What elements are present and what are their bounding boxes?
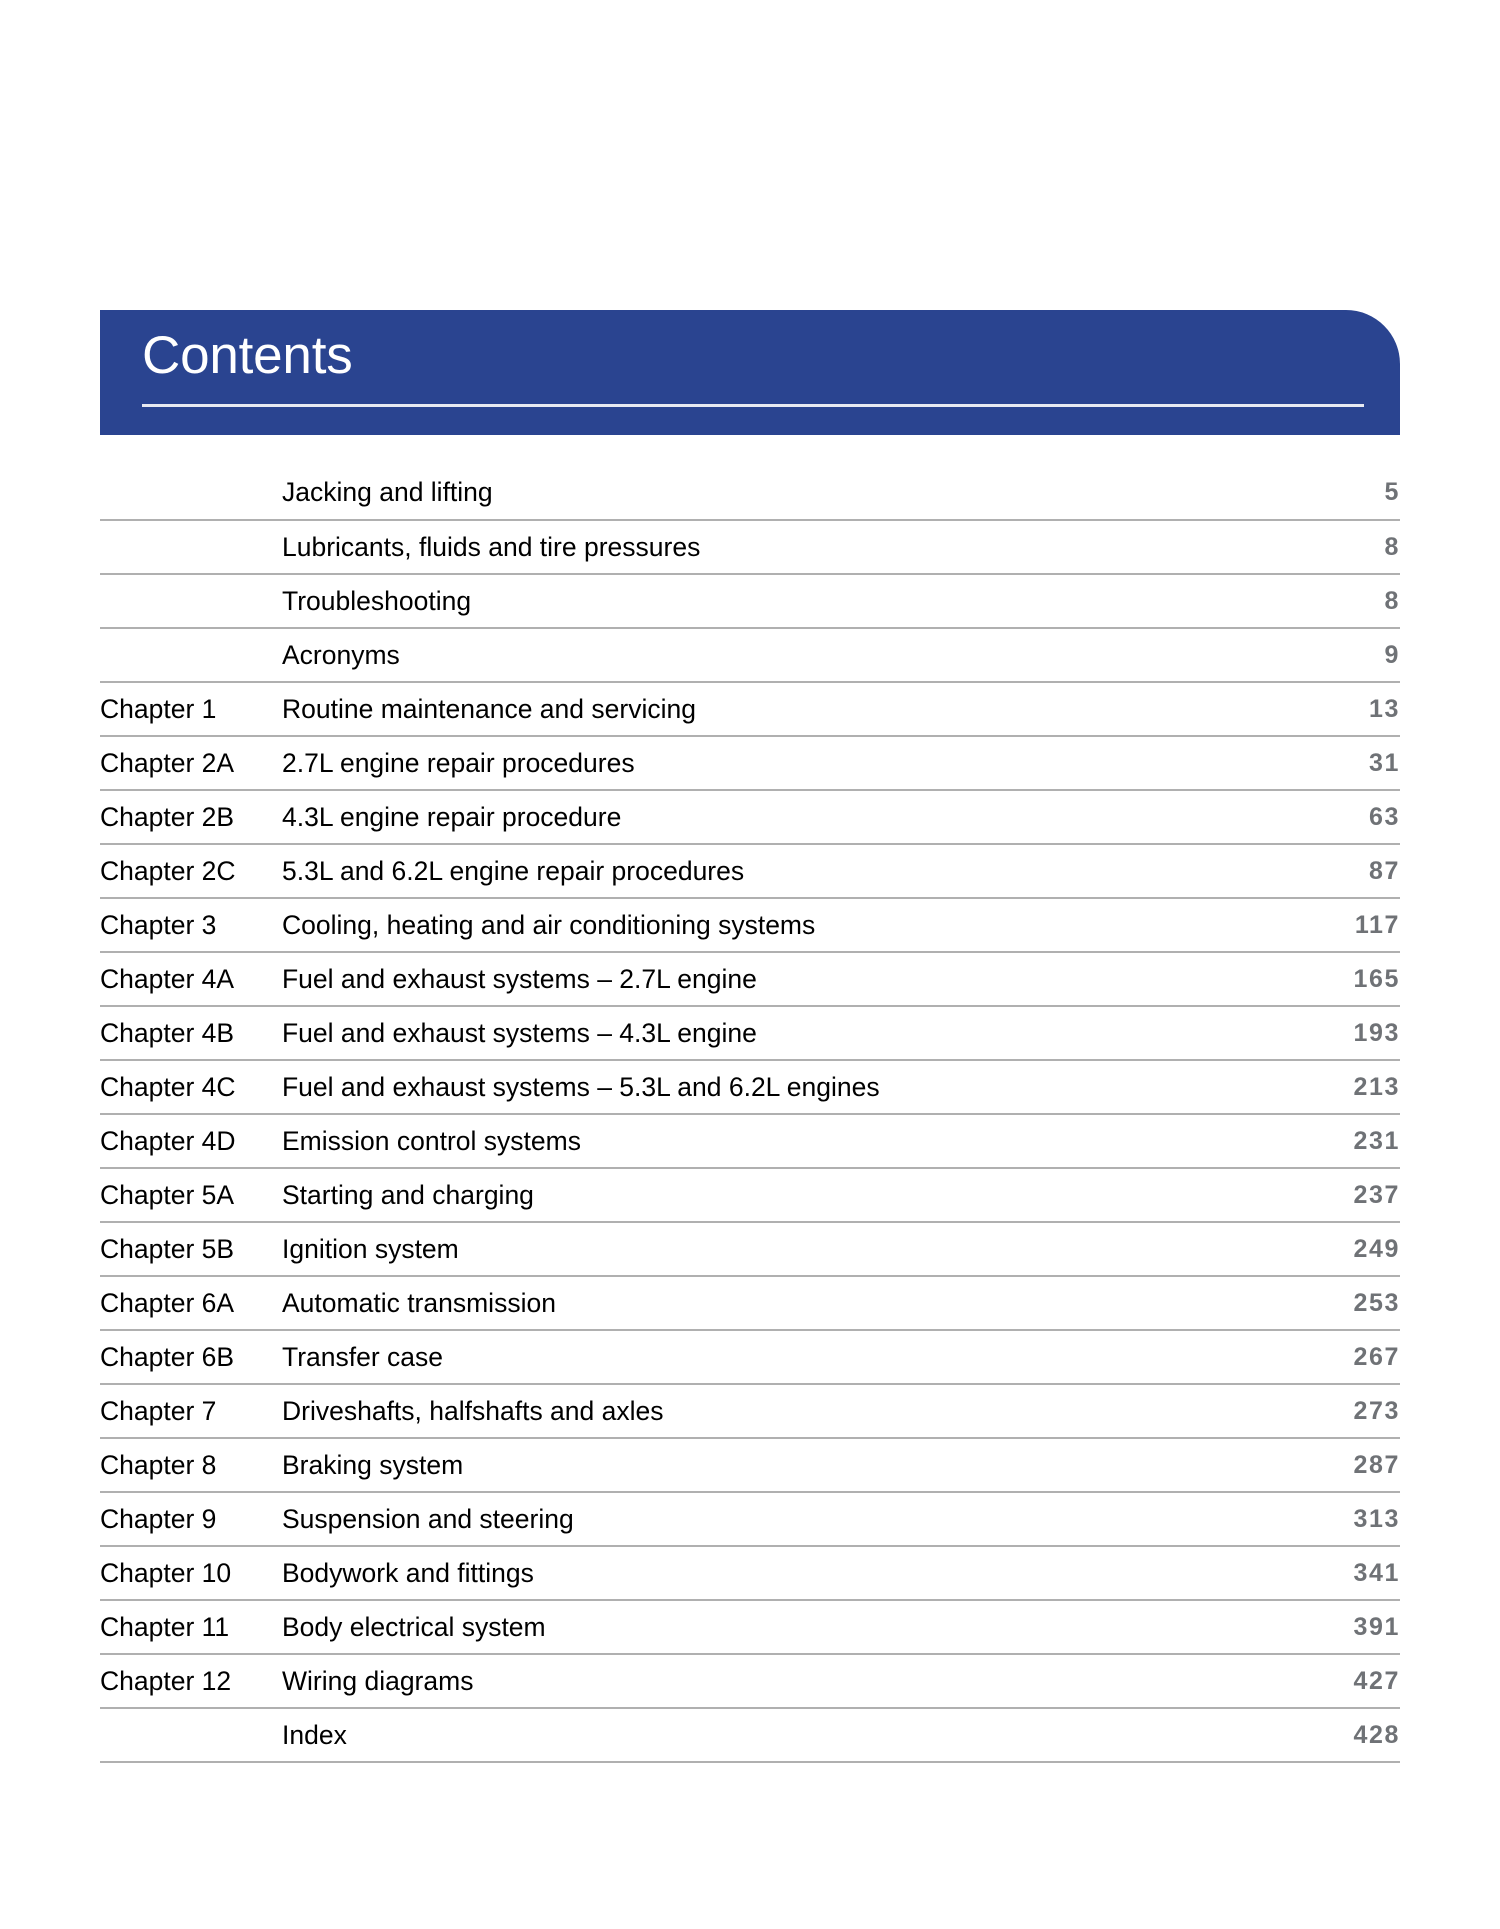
table-row[interactable] (100, 574, 1400, 628)
toc-chapter-label (100, 574, 282, 628)
toc-page-number: 8 (1262, 520, 1400, 574)
toc-chapter-label: Chapter 5A (100, 1168, 282, 1222)
toc-entry-title: 4.3L engine repair procedure (282, 790, 1262, 844)
toc-entry-title: 5.3L and 6.2L engine repair procedures (282, 844, 1262, 898)
table-row[interactable] (100, 1222, 1400, 1276)
toc-entry-title: Fuel and exhaust systems – 2.7L engine (282, 952, 1262, 1006)
toc-chapter-label: Chapter 10 (100, 1546, 282, 1600)
toc-chapter-label: Chapter 2A (100, 736, 282, 790)
toc-page-number: 427 (1262, 1654, 1400, 1708)
toc-chapter-label: Chapter 4C (100, 1060, 282, 1114)
toc-entry-title: Cooling, heating and air conditioning systems (282, 898, 1262, 952)
toc-chapter-label: Chapter 7 (100, 1384, 282, 1438)
toc-chapter-label: Chapter 6B (100, 1330, 282, 1384)
table-row[interactable] (100, 1330, 1400, 1384)
toc-chapter-label: Chapter 4D (100, 1114, 282, 1168)
contents-header-banner (100, 310, 1400, 435)
table-row[interactable] (100, 1654, 1400, 1708)
toc-page-number: 63 (1262, 790, 1400, 844)
toc-page-number: 341 (1262, 1546, 1400, 1600)
toc-page-number: 31 (1262, 736, 1400, 790)
page-title: Contents (142, 326, 353, 385)
toc-entry-title: Emission control systems (282, 1114, 1262, 1168)
toc-entry-title: Automatic transmission (282, 1276, 1262, 1330)
toc-chapter-label: Chapter 6A (100, 1276, 282, 1330)
table-row[interactable] (100, 1114, 1400, 1168)
toc-page-number: 273 (1262, 1384, 1400, 1438)
toc-entry-title: Wiring diagrams (282, 1654, 1262, 1708)
table-row[interactable] (100, 1492, 1400, 1546)
toc-entry-title: Acronyms (282, 628, 1262, 682)
table-row[interactable] (100, 520, 1400, 574)
toc-chapter-label: Chapter 4A (100, 952, 282, 1006)
toc-page-number: 391 (1262, 1600, 1400, 1654)
toc-page-number: 213 (1262, 1060, 1400, 1114)
toc-entry-title: Index (282, 1708, 1262, 1762)
table-row[interactable] (100, 628, 1400, 682)
toc-page-number: 267 (1262, 1330, 1400, 1384)
table-row[interactable] (100, 1060, 1400, 1114)
toc-entry-title: Fuel and exhaust systems – 5.3L and 6.2L engines (282, 1060, 1262, 1114)
table-row[interactable] (100, 1168, 1400, 1222)
toc-page-number: 237 (1262, 1168, 1400, 1222)
toc-entry-title: Fuel and exhaust systems – 4.3L engine (282, 1006, 1262, 1060)
toc-entry-title: Transfer case (282, 1330, 1262, 1384)
toc-entry-title: Suspension and steering (282, 1492, 1262, 1546)
toc-chapter-label: Chapter 8 (100, 1438, 282, 1492)
table-row[interactable] (100, 952, 1400, 1006)
toc-chapter-label: Chapter 3 (100, 898, 282, 952)
toc-chapter-label (100, 520, 282, 574)
table-row[interactable] (100, 1276, 1400, 1330)
toc-chapter-label: Chapter 2B (100, 790, 282, 844)
toc-page-number: 8 (1262, 574, 1400, 628)
table-row[interactable] (100, 466, 1400, 520)
table-row[interactable] (100, 1006, 1400, 1060)
toc-chapter-label: Chapter 2C (100, 844, 282, 898)
toc-entry-title: Braking system (282, 1438, 1262, 1492)
toc-entry-title: Starting and charging (282, 1168, 1262, 1222)
toc-page-number: 5 (1384, 478, 1400, 506)
toc-entry-title: Troubleshooting (282, 574, 1262, 628)
table-row[interactable] (100, 790, 1400, 844)
toc-page-number: 313 (1262, 1492, 1400, 1546)
toc-page-number: 287 (1262, 1438, 1400, 1492)
toc-chapter-label: Chapter 11 (100, 1600, 282, 1654)
toc-entry-title: 2.7L engine repair procedures (282, 736, 1262, 790)
toc-chapter-label (100, 628, 282, 682)
toc-chapter-label: Chapter 1 (100, 682, 282, 736)
toc-page-number: 117 (1262, 898, 1400, 952)
header-divider-rule (142, 404, 1364, 407)
table-row[interactable] (100, 682, 1400, 736)
toc-body (100, 466, 1400, 1762)
toc-chapter-label (100, 1708, 282, 1762)
toc-page-number: 9 (1262, 628, 1400, 682)
toc-entry-title: Ignition system (282, 1222, 1262, 1276)
toc-chapter-label: Chapter 5B (100, 1222, 282, 1276)
toc-chapter-label: Chapter 9 (100, 1492, 282, 1546)
table-row[interactable] (100, 1438, 1400, 1492)
toc-chapter-label: Chapter 4B (100, 1006, 282, 1060)
table-row[interactable] (100, 1708, 1400, 1762)
toc-chapter-label: Chapter 12 (100, 1654, 282, 1708)
toc-page-number: 13 (1262, 682, 1400, 736)
table-row[interactable] (100, 1546, 1400, 1600)
toc-page-number: 231 (1262, 1114, 1400, 1168)
table-row[interactable] (100, 736, 1400, 790)
toc-page-number: 165 (1262, 952, 1400, 1006)
table-row[interactable] (100, 1600, 1400, 1654)
toc-page-number: 428 (1262, 1708, 1400, 1762)
table-of-contents (100, 466, 1400, 1763)
toc-page-number: 249 (1262, 1222, 1400, 1276)
toc-entry-title: Lubricants, fluids and tire pressures (282, 520, 1262, 574)
table-row[interactable] (100, 844, 1400, 898)
toc-entry-title: Bodywork and fittings (282, 1546, 1262, 1600)
toc-page-number: 193 (1262, 1006, 1400, 1060)
toc-entry-title: Body electrical system (282, 1600, 1262, 1654)
toc-page-number: 87 (1262, 844, 1400, 898)
table-row[interactable] (100, 1384, 1400, 1438)
table-row[interactable] (100, 898, 1400, 952)
toc-entry-title: Routine maintenance and servicing (282, 682, 1262, 736)
toc-chapter-label (100, 466, 282, 520)
toc-entry-title: Jacking and lifting (282, 477, 493, 507)
toc-page-number: 253 (1262, 1276, 1400, 1330)
toc-entry-title: Driveshafts, halfshafts and axles (282, 1384, 1262, 1438)
